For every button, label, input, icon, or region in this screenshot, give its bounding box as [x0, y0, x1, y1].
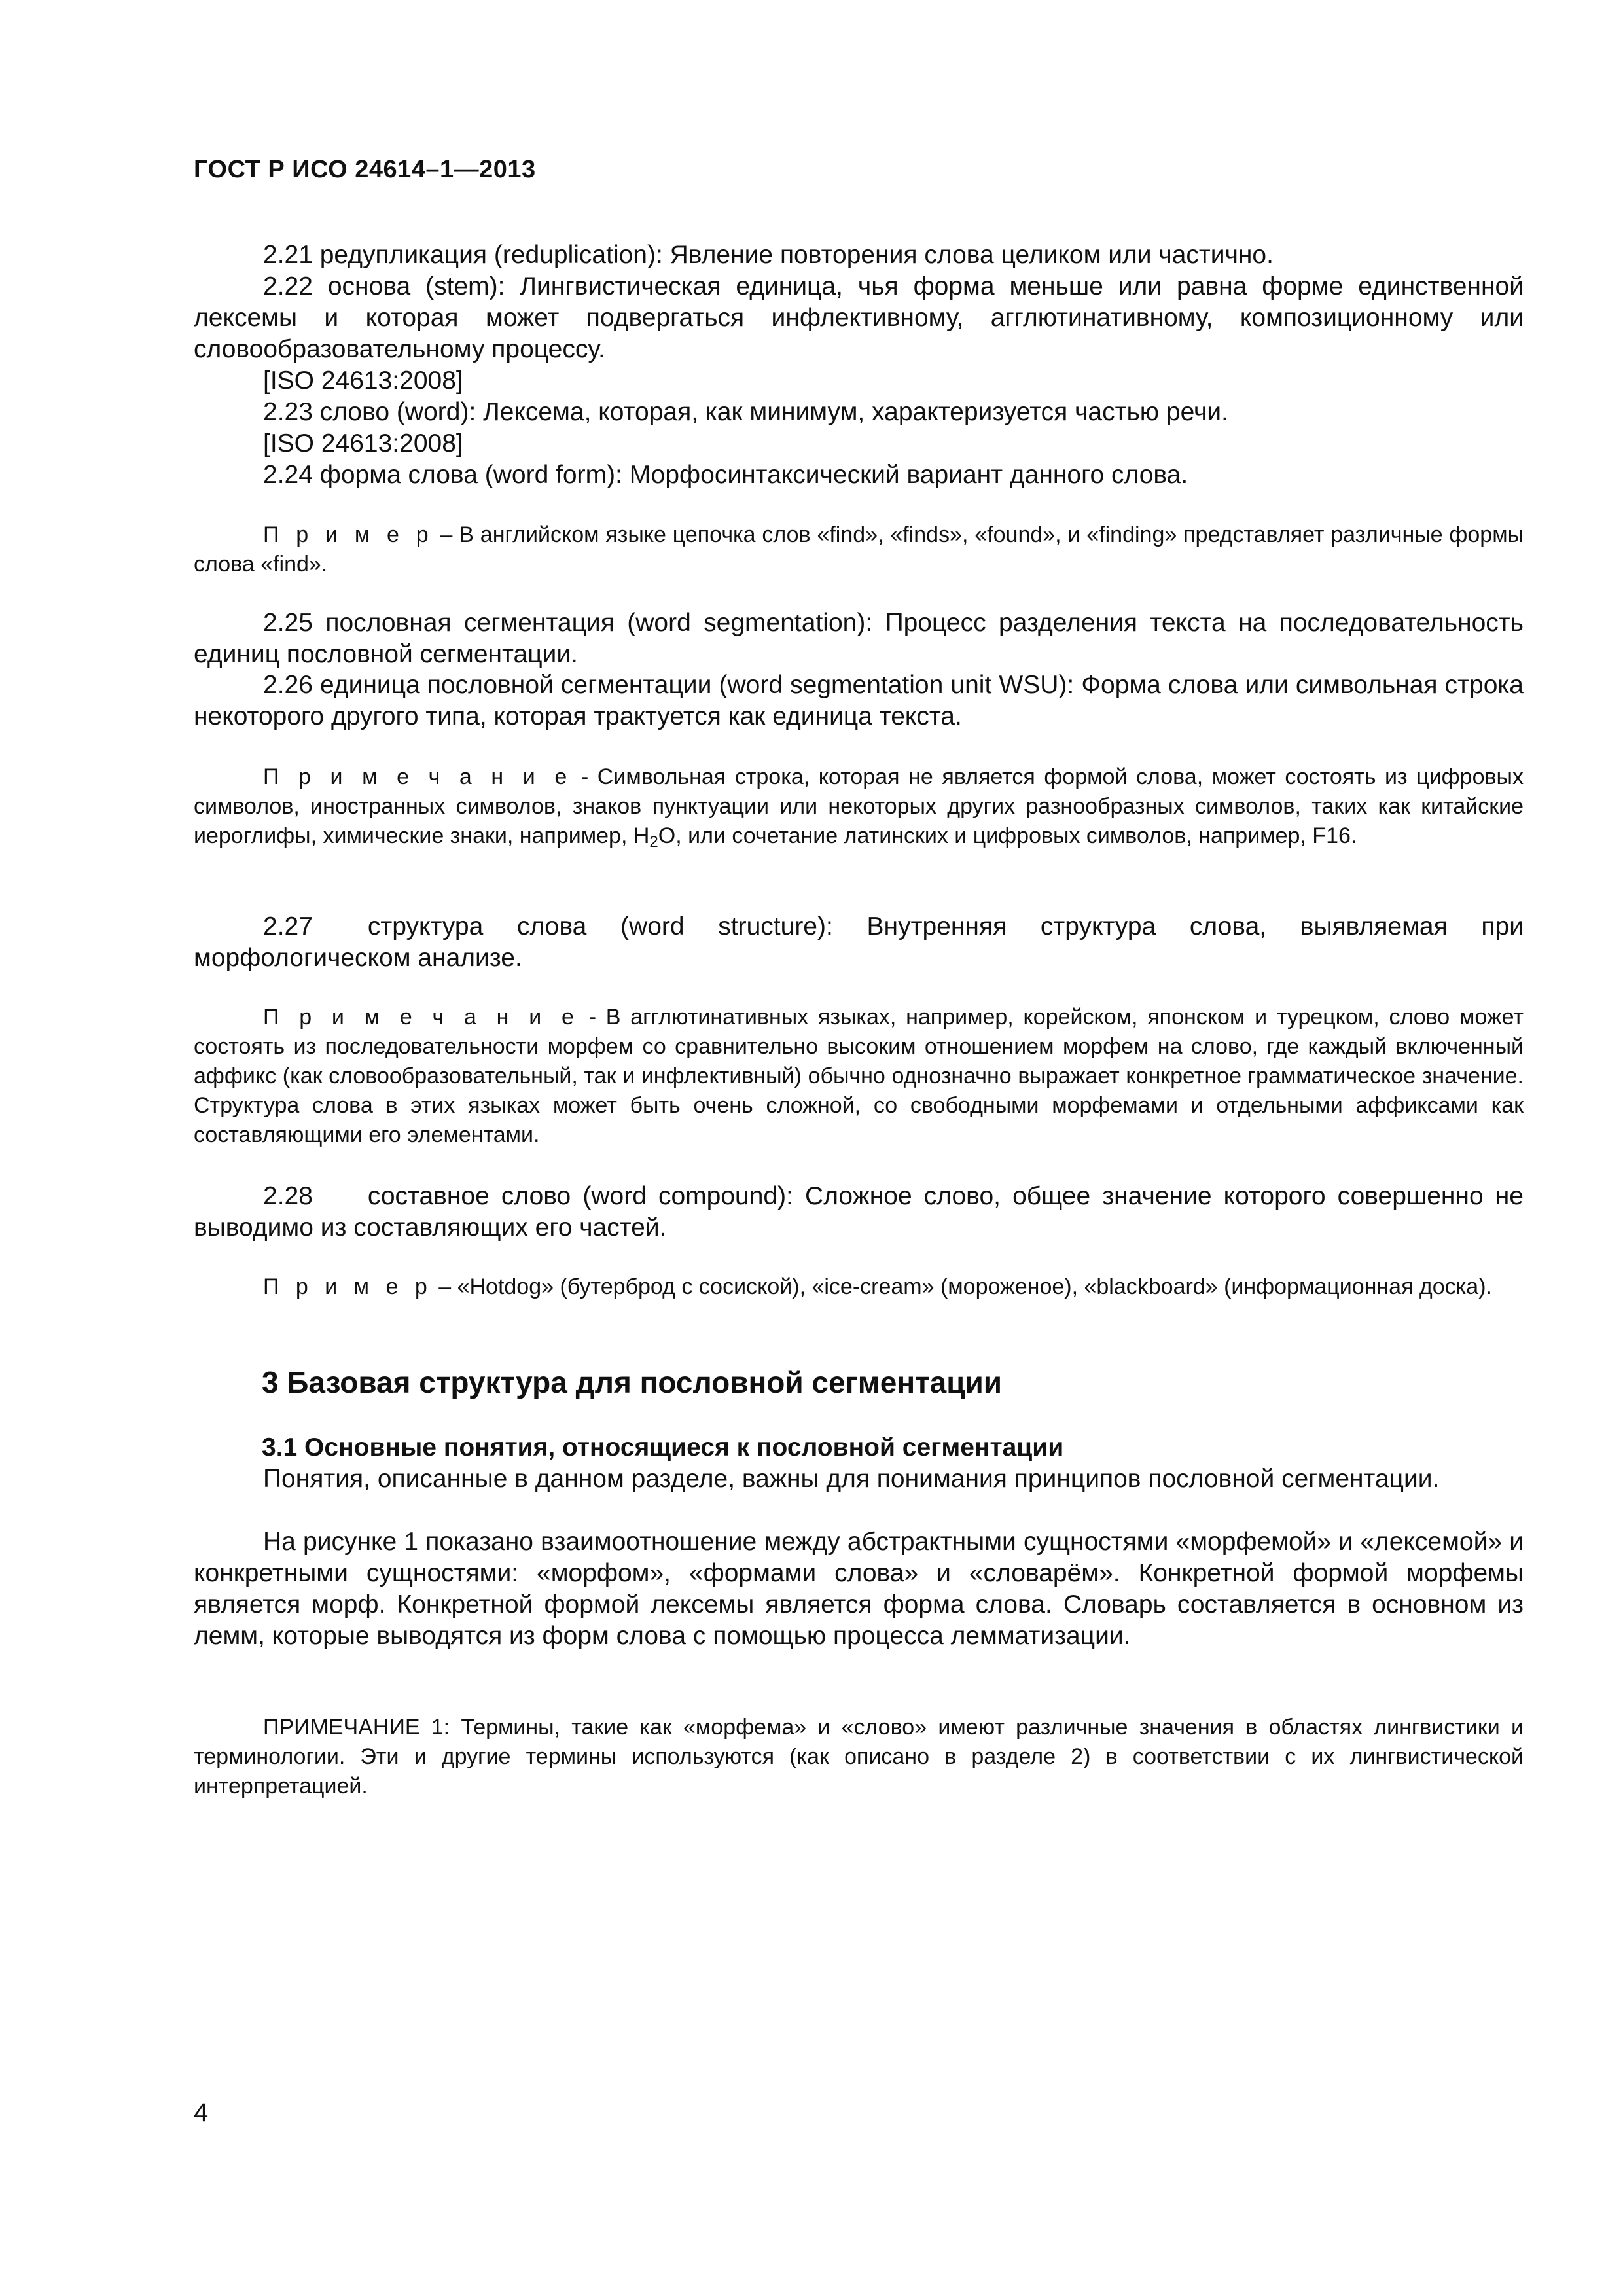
subscript: 2 [649, 833, 658, 851]
example-text: – В английском языке цепочка слов «find», «finds», «found», и «finding» представляет различные формы слова «find». [194, 522, 1524, 577]
term-2-28 [194, 1181, 1524, 1244]
example-1 [194, 520, 1524, 579]
reference-1: [ISO 24613:2008] [263, 367, 463, 395]
paragraph-3-1-a: Понятия, описанные в данном разделе, важны для понимания принципов пословной сегментации. [263, 1465, 1440, 1493]
term-2-22: 2.22 основа (stem): Лингвистическая единица, чья форма меньше или равна форме единственной лексемы и которая может подвергаться инфлективному, агглютинативному, композиционному или словообразовательному процессу. [194, 272, 1524, 363]
term-text: составное слово (word compound): Сложное слово, общее значение которого совершенно не выводимо из составляющих его частей. [194, 1182, 1524, 1242]
term-number: 2.27 [263, 912, 313, 941]
page-number: 4 [194, 2098, 209, 2127]
note-text: - Символьная строка, которая не является формой слова, может состоять из цифровых символов, иностранных символов, знаков пунктуации или некоторых других разнообразных символов, таких как китайские иероглифы, химические знаки, например, H [194, 764, 1524, 848]
example-2 [194, 1272, 1524, 1302]
term-2-27 [194, 911, 1524, 974]
note-text: - В агглютинативных языках, например, корейском, японском и турецком, слово может состоять из последовательности морфем со сравнительно высоким отношением морфем на слово, где каждый включенный аффикс (как словообразовательный, так и инфлективный) обычно однозначно выражает конкретное грамматическое значение. Структура слова в этих языках может быть очень сложной, со свободными морфемами и отдельными аффиксами как составляющими его элементами. [194, 1005, 1524, 1147]
note-label: П р и м е ч а н и е [263, 1005, 579, 1030]
example-label: П р и м е р [263, 522, 434, 547]
term-text: структура слова (word structure): Внутренняя структура слова, выявляемая при морфологическом анализе. [194, 912, 1524, 972]
example-text: – «Hotdog» (бутерброд с сосиской), «ice-cream» (мороженое), «blackboard» (информационная доска). [432, 1274, 1492, 1299]
reference-2: [ISO 24613:2008] [263, 429, 463, 457]
term-2-26: 2.26 единица пословной сегментации (word segmentation unit WSU): Форма слова или символьная строка некоторого другого типа, которая трактуется как единица текста. [194, 671, 1524, 730]
section-3-heading: 3 Базовая структура для пословной сегментации [262, 1365, 1003, 1399]
section-3-1-heading: 3.1 Основные понятия, относящиеся к пословной сегментации [262, 1433, 1064, 1462]
note-2 [194, 1003, 1524, 1150]
term-2-25: 2.25 пословная сегментация (word segmentation): Процесс разделения текста на последовательность единиц пословной сегментации. [194, 609, 1524, 668]
note-3: ПРИМЕЧАНИЕ 1: Термины, такие как «морфема» и «слово» имеют различные значения в областях лингвистики и терминологии. Эти и другие термины используются (как описано в разделе 2) в соответствии с их лингвистической интерпретацией. [194, 1715, 1524, 1799]
paragraph-3-1-b: На рисунке 1 показано взаимоотношение между абстрактными сущностями «морфемой» и «лексемой» и конкретными сущностями: «морфом», «формами слова» и «словарём». Конкретной формой морфемы является морф. Конкретной формой лексемы является форма слова. Словарь составляется в основном из лемм, которые выводятся из форм слова с помощью процесса лемматизации. [194, 1528, 1524, 1650]
example-label: П р и м е р [263, 1274, 433, 1299]
note-text-cont: O, или сочетание латинских и цифровых символов, например, F16. [658, 823, 1357, 848]
term-2-24: 2.24 форма слова (word form): Морфосинтаксический вариант данного слова. [263, 461, 1188, 489]
term-2-23: 2.23 слово (word): Лексема, которая, как минимум, характеризуется частью речи. [263, 398, 1228, 426]
term-number: 2.28 [263, 1182, 313, 1210]
term-2-21: 2.21 редупликация (reduplication): Явление повторения слова целиком или частично. [263, 241, 1274, 269]
document-header: ГОСТ Р ИСО 24614–1—2013 [194, 156, 536, 183]
note-1 [194, 762, 1524, 857]
note-label: П р и м е ч а н и е [263, 764, 573, 789]
